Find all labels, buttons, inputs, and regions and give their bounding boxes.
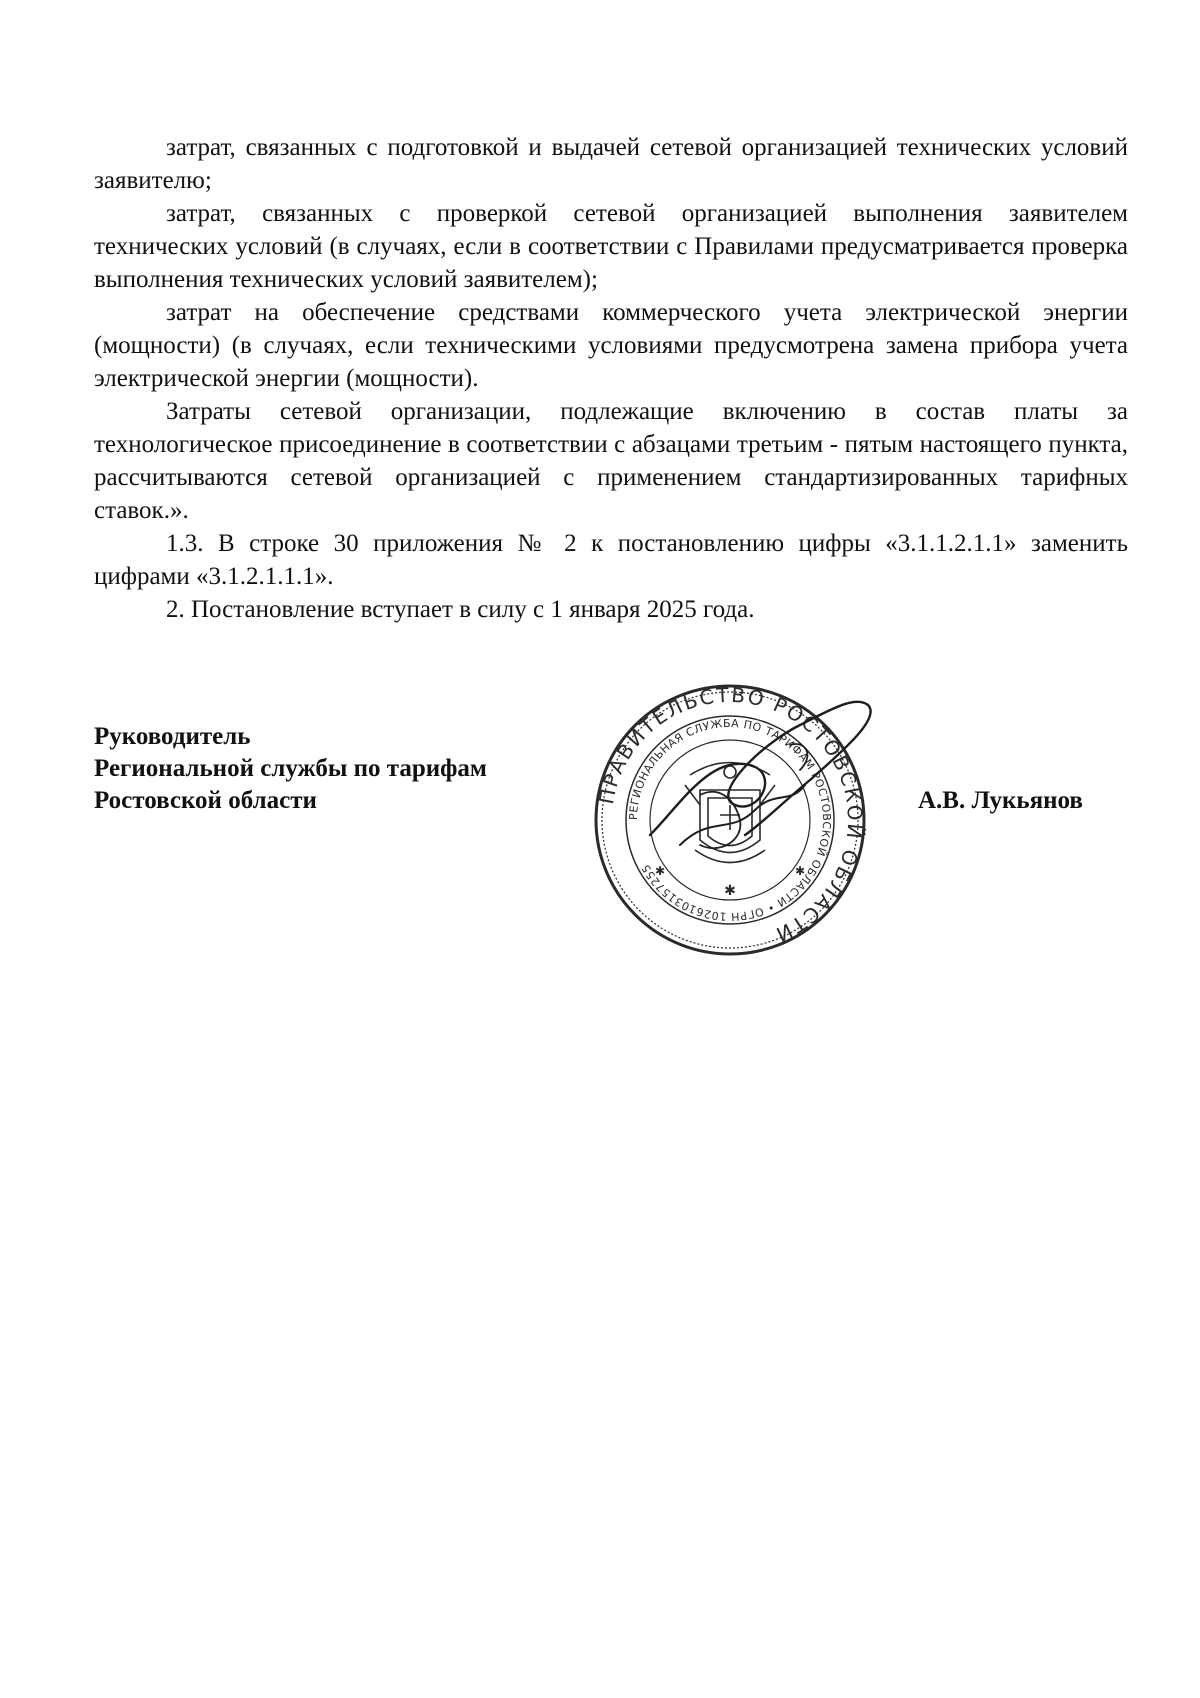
paragraph: затрат, связанных с проверкой сетевой организацией выполнения заявителем технических условий (в случаях, если в соответствии с Правилами предусматривается проверка выполнения технических условий заявителем); bbox=[94, 200, 1128, 293]
paragraph: 1.3. В строке 30 приложения № 2 к постановлению цифры «3.1.1.2.1.1» заменить цифрами «3.1.2.1.1.1». bbox=[94, 530, 1128, 590]
signer-position-line: Региональной службы по тарифам bbox=[94, 755, 487, 782]
seal-outer-text: ПРАВИТЕЛЬСТВО РОСТОВСКОЙ ОБЛАСТИ bbox=[593, 682, 868, 948]
document-body bbox=[94, 131, 1128, 626]
paragraph: затрат, связанных с подготовкой и выдачей сетевой организацией технических условий заявителю; bbox=[94, 134, 1128, 194]
handwritten-signature bbox=[640, 685, 880, 875]
paragraph: затрат на обеспечение средствами коммерческого учета электрической энергии (мощности) (в случаях, если техническими условиями предусмотрена замена прибора учета электрической энергии (мощности). bbox=[94, 299, 1128, 392]
svg-text:✱: ✱ bbox=[724, 883, 736, 899]
seal-inner-text: РЕГИОНАЛЬНАЯ СЛУЖБА ПО ТАРИФАМ РОСТОВСКОЙ ОБЛАСТИ • ОГРН 1026103157255 bbox=[626, 716, 834, 924]
signer-position-line: Ростовской области bbox=[94, 787, 317, 814]
signer-name: А.В. Лукьянов bbox=[918, 787, 1083, 814]
paragraph: Затраты сетевой организации, подлежащие включению в состав платы за технологическое присоединение в соответствии с абзацами третьим - пятым настоящего пункта, рассчитываются сетевой организацией с применением стандартизированных тарифных ставок.». bbox=[94, 398, 1128, 524]
signer-position-line: Руководитель bbox=[94, 723, 251, 750]
svg-text:✱: ✱ bbox=[794, 864, 806, 878]
signer-position bbox=[94, 721, 487, 817]
svg-text:✱: ✱ bbox=[654, 864, 666, 878]
paragraph: 2. Постановление вступает в силу с 1 января 2025 года. bbox=[166, 596, 755, 623]
